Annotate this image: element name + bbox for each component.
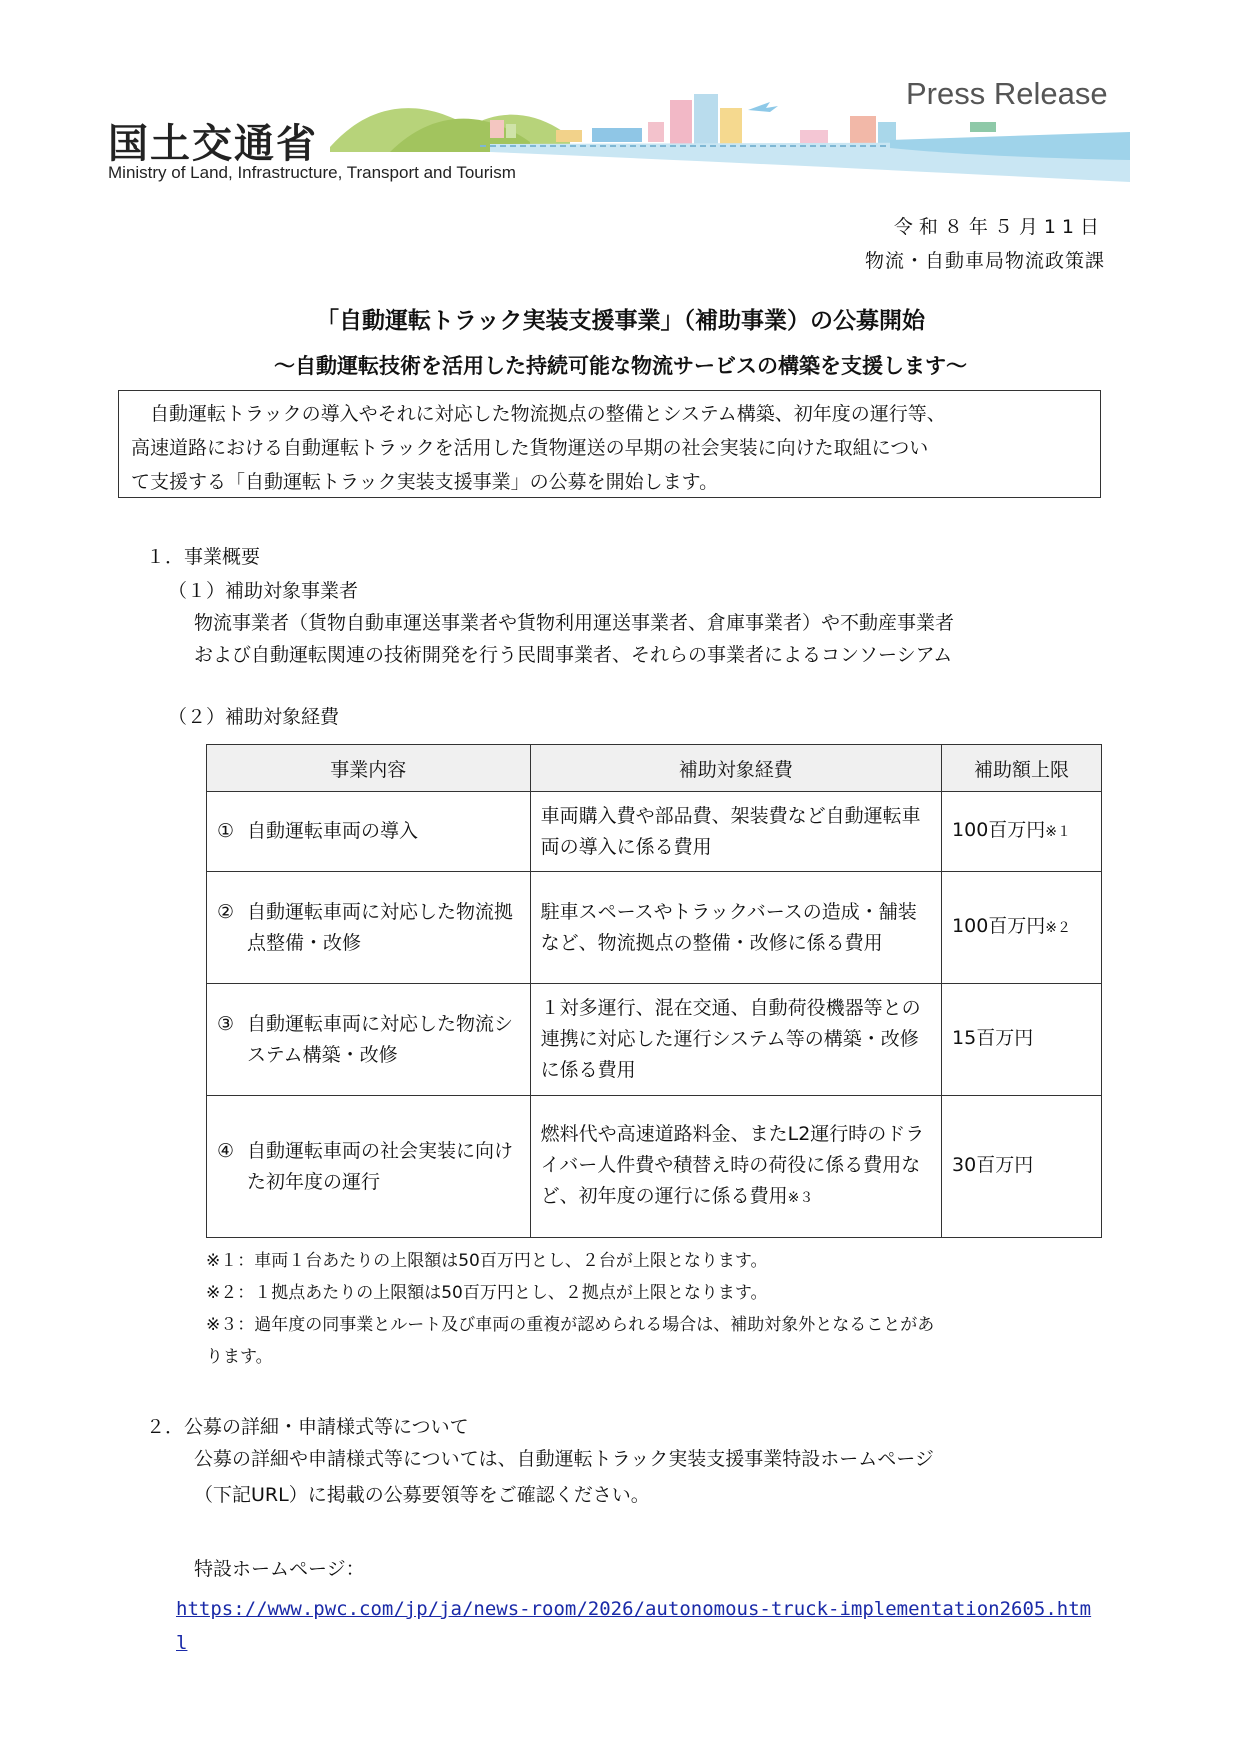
ministry-logo-jp: 国土交通省 (108, 121, 318, 167)
footnote: ※２：１拠点あたりの上限額は50百万円とし、２拠点が上限となります。 (206, 1283, 768, 1303)
content-cell: ② 自動運転車両に対応した物流拠点整備・改修 (207, 872, 531, 984)
table-header-row (207, 745, 1102, 792)
section2-text: 公募の詳細や申請様式等については、自動運転トラック実装支援事業特設ホームページ (194, 1448, 934, 1470)
eligible-expenses-heading: （２）補助対象経費 (168, 706, 340, 728)
limit-cell: 100百万円※１ (942, 792, 1102, 872)
limit-cell: 15百万円 (942, 984, 1102, 1096)
section2-text: （下記URL）に掲載の公募要領等をご確認ください。 (194, 1484, 650, 1506)
summary-line: 自動運転トラックの導入やそれに対応した物流拠点の整備とシステム構築、初年度の運行等、 (131, 403, 946, 425)
ministry-logo-en: Ministry of Land, Infrastructure, Transport and Tourism (108, 163, 516, 182)
section2-heading: ２．公募の詳細・申請様式等について (146, 1416, 469, 1438)
footnote: ※１：車両１台あたりの上限額は50百万円とし、２台が上限となります。 (206, 1251, 768, 1271)
expense-cell: 車両購入費や部品費、架装費など自動運転車両の導入に係る費用 (530, 792, 941, 872)
header-banner-illustration (330, 92, 1130, 182)
table-row (207, 792, 1102, 872)
limit-cell: 30百万円 (942, 1096, 1102, 1238)
content-cell: ③ 自動運転車両に対応した物流システム構築・改修 (207, 984, 531, 1096)
section1-heading: １．事業概要 (146, 546, 261, 568)
expense-cell: 駐車スペースやトラックバースの造成・舗装など、物流拠点の整備・改修に係る費用 (530, 872, 941, 984)
homepage-link[interactable]: https://www.pwc.com/jp/ja/news-room/2026/autonomous-truck-implementation2605.html (176, 1598, 1092, 1654)
issuing-bureau: 物流・自動車局物流政策課 (864, 250, 1105, 272)
footnote: ※３：過年度の同事業とルート及び車両の重複が認められる場合は、補助対象外となることがあ (206, 1315, 935, 1335)
homepage-label: 特設ホームページ： (194, 1558, 365, 1580)
table-row (207, 1096, 1102, 1238)
summary-line: て支援する「自動運転トラック実装支援事業」の公募を開始します。 (131, 471, 719, 493)
page-subtitle: ～自動運転技術を活用した持続可能な物流サービスの構築を支援します～ (274, 354, 967, 378)
limit-cell: 100百万円※２ (942, 872, 1102, 984)
eligible-operators-text: 物流事業者（貨物自動車運送事業者や貨物利用運送事業者、倉庫事業者）や不動産事業者 (194, 612, 955, 634)
eligible-operators-heading: （１）補助対象事業者 (168, 580, 359, 602)
column-header: 補助対象経費 (530, 745, 941, 792)
press-release-label: Press Release (906, 76, 1108, 111)
expense-cell: １対多運行、混在交通、自動荷役機器等との連携に対応した運行システム等の構築・改修に係る費用 (530, 984, 941, 1096)
table-row (207, 984, 1102, 1096)
page-title: 「自動運転トラック実装支援事業」（補助事業）の公募開始 (315, 308, 926, 334)
table-row (207, 872, 1102, 984)
expense-cell: 燃料代や高速道路料金、またL2運行時のドライバー人件費や積替え時の荷役に係る費用など、初年度の運行に係る費用※３ (530, 1096, 941, 1238)
footnote: ります。 (206, 1347, 273, 1367)
eligible-operators-text: および自動運転関連の技術開発を行う民間事業者、それらの事業者によるコンソーシアム (194, 644, 953, 666)
column-header: 補助額上限 (942, 745, 1102, 792)
content-cell: ④ 自動運転車両の社会実装に向けた初年度の運行 (207, 1096, 531, 1238)
summary-line: 高速道路における自動運転トラックを活用した貨物運送の早期の社会実装に向けた取組につい (131, 437, 929, 459)
column-header: 事業内容 (207, 745, 531, 792)
content-cell: ① 自動運転車両の導入 (207, 792, 531, 872)
release-date: 令和８年５月11日 (893, 216, 1105, 238)
summary-box (118, 390, 1101, 498)
subsidy-table (206, 744, 1102, 1238)
